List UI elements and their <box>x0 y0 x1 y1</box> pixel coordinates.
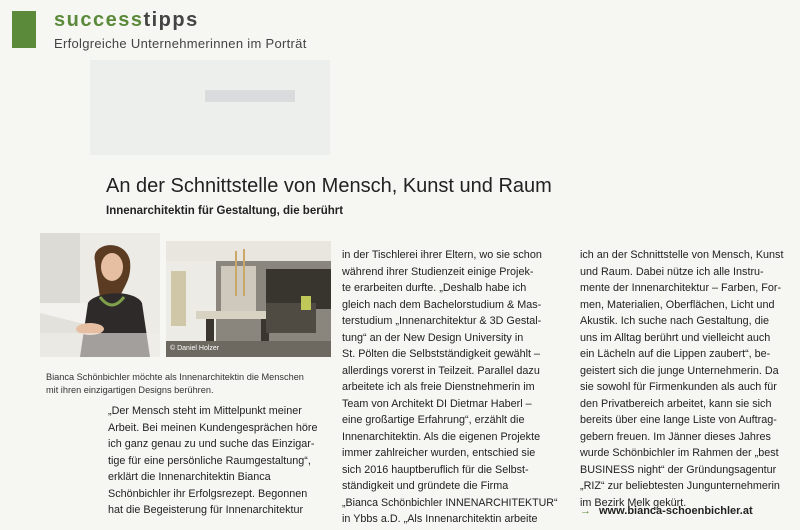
caption-line: mit ihren einzigartigen Designs berühren. <box>46 384 214 395</box>
website-link-row[interactable] <box>580 505 753 517</box>
body-line: ich an der Schnittstelle von Mensch, Kunst <box>580 249 784 261</box>
body-line: te erarbeiten durfte. „Deshalb habe ich <box>342 282 527 294</box>
body-line: St. Pölten die Selbstständigkeit gewählt – <box>342 348 541 360</box>
body-line: Akustik. Ich suche nach Gestaltung, die <box>580 315 770 327</box>
interior-photo <box>166 241 331 357</box>
brand-square-icon <box>12 11 36 48</box>
body-line: allerdings vorerst in Teilzeit. Parallel dazu <box>342 364 540 377</box>
body-line: gleich nach dem Bachelorstudium & Mas- <box>342 298 542 311</box>
body-line: den Privatbereich arbeitet, kann sie sich <box>580 397 772 410</box>
body-line: während ihrer Studienzeit einige Projek- <box>342 265 534 278</box>
caption-line: Bianca Schönbichler möchte als Innenarchitektin die Menschen <box>46 372 304 382</box>
brand-part-1: success <box>54 9 144 31</box>
article-subtitle: Innenarchitektin für Gestaltung, die berührt <box>106 205 344 217</box>
body-line: geistert sich die junge Unternehmerin. Da <box>580 364 779 377</box>
portrait-photo <box>40 233 160 357</box>
section-brand <box>54 9 199 31</box>
body-line: arbeitete ich als freie Dienstnehmerin im <box>342 381 535 393</box>
body-line: Team von Architekt DI Dietmar Haberl – <box>342 397 532 410</box>
body-line: „Bianca Schönbichler INNENARCHITEKTUR“ <box>342 496 558 509</box>
photo-caption <box>46 371 336 396</box>
body-line: sich 2016 hauptberuflich für die Selbst- <box>342 463 529 476</box>
body-line: hat die Begeisterung für Innenarchitektur <box>108 504 304 516</box>
bleed-through-shadow <box>90 60 330 155</box>
body-line: eine großartige Erfahrung“, erzählt die <box>342 414 525 426</box>
body-line: terstudium „Innenarchitektur & 3D Gestal- <box>342 315 542 327</box>
text-column-2 <box>342 247 560 528</box>
body-line: tung“ an der New Design University in <box>342 331 524 344</box>
body-line: ein Lächeln auf die Lippen zaubert“, be- <box>580 348 771 360</box>
body-line: tige für eine persönliche Raumgestaltung“, <box>108 454 311 467</box>
body-line: mente der Innenarchitektur – Farben, For- <box>580 282 782 294</box>
body-line: Schönbichler ihr Erfolgsrezept. Begonnen <box>108 487 308 500</box>
body-line: ich ganz genau zu und suche das Einzigar- <box>108 438 315 450</box>
body-line: BUSINESS night“ der Gründungsagentur <box>580 463 777 476</box>
body-line: in der Tischlerei ihrer Eltern, wo sie schon <box>342 249 542 261</box>
body-line: wurde Schönbichler im Rahmen der „best <box>580 447 779 459</box>
body-line: „RIZ“ zur beliebtesten Jungunternehmerin <box>580 480 780 492</box>
body-line: Innenarchitektin. Als die eigenen Projekte <box>342 430 541 443</box>
body-line: Arbeit. Bei meinen Kundengesprächen höre <box>108 421 318 434</box>
bleed-through-shadow <box>205 90 295 102</box>
body-line: men, Materialien, Oberflächen, Licht und <box>580 298 775 311</box>
text-column-3 <box>580 247 792 511</box>
body-line: erklärt die Innenarchitektin Bianca <box>108 471 271 483</box>
section-subtitle: Erfolgreiche Unternehmerinnen im Porträt <box>54 36 307 51</box>
body-line: „Der Mensch steht im Mittelpunkt meiner <box>108 405 302 417</box>
body-line: uns im Alltag berührt und vielleicht auch <box>580 331 771 344</box>
body-line: in Ybbs a.D. „Als Innenarchitektin arbeite <box>342 513 538 525</box>
arrow-right-icon: → <box>580 505 591 517</box>
body-line: immer zahlreicher wurden, entschied sie <box>342 447 536 459</box>
website-link[interactable]: www.bianca-schoenbichler.at <box>599 505 753 517</box>
body-line: sie sowohl für Firmenkunden als auch für <box>580 381 777 393</box>
photo-credit: © Daniel Holzer <box>170 345 220 352</box>
body-line: ständigkeit und gründete die Firma <box>342 480 509 492</box>
brand-part-2: tipps <box>143 9 199 31</box>
body-line: gebern freuen. Im Jänner dieses Jahres <box>580 430 771 443</box>
body-line: und Raum. Dabei nütze ich alle Instru- <box>580 265 764 278</box>
body-line: im Bezirk Melk gekürt. <box>580 496 687 509</box>
body-line: bereits über eine lange Liste von Auftrag- <box>580 414 777 426</box>
text-column-1 <box>108 403 328 519</box>
article-title: An der Schnittstelle von Mensch, Kunst und Raum <box>106 175 552 197</box>
